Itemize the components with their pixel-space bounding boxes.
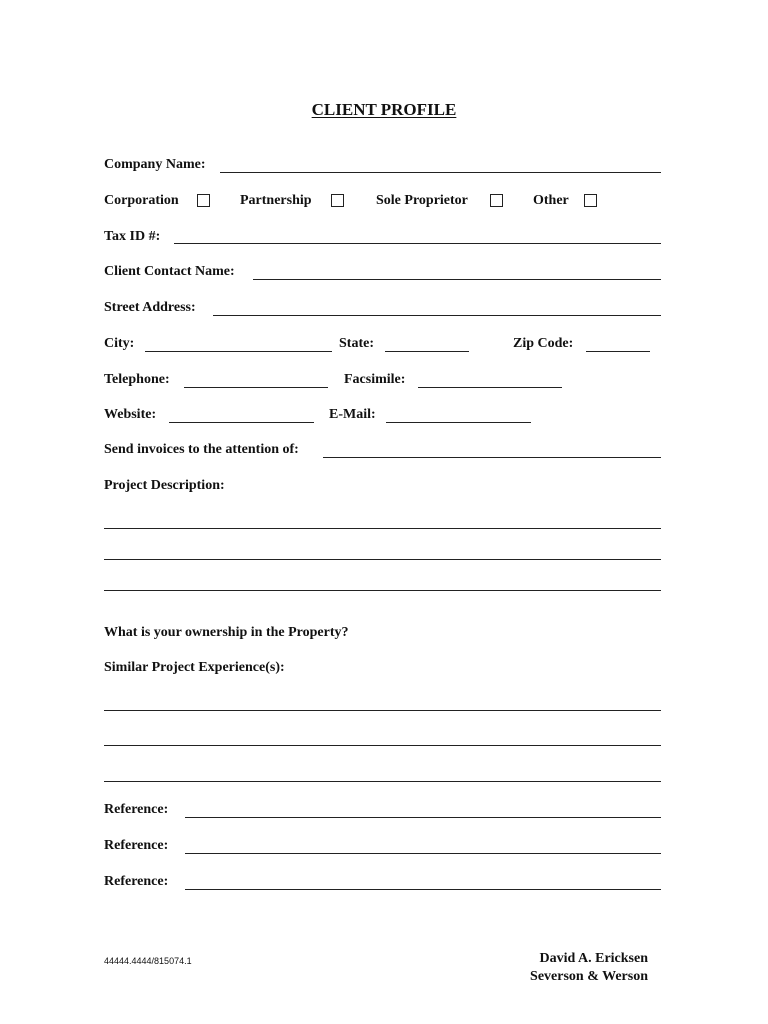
- company-name-field[interactable]: [220, 172, 661, 173]
- zip-code-label: Zip Code:: [513, 336, 574, 351]
- project-description-line[interactable]: [104, 590, 661, 591]
- other-label: Other: [533, 193, 569, 208]
- company-name-label: Company Name:: [104, 157, 206, 172]
- city-label: City:: [104, 336, 135, 351]
- email-field[interactable]: [386, 422, 531, 423]
- ownership-question: What is your ownership in the Property?: [104, 625, 349, 640]
- reference-label: Reference:: [104, 802, 169, 817]
- tax-id-field[interactable]: [174, 243, 661, 244]
- partnership-label: Partnership: [240, 193, 312, 208]
- invoices-attention-field[interactable]: [323, 457, 661, 458]
- city-field[interactable]: [145, 351, 332, 352]
- invoices-attention-label: Send invoices to the attention of:: [104, 442, 299, 457]
- street-address-field[interactable]: [213, 315, 661, 316]
- similar-experience-line[interactable]: [104, 781, 661, 782]
- reference-label: Reference:: [104, 874, 169, 889]
- facsimile-label: Facsimile:: [344, 372, 406, 387]
- sole-proprietor-label: Sole Proprietor: [376, 193, 468, 208]
- corporation-label: Corporation: [104, 193, 179, 208]
- other-checkbox[interactable]: [584, 194, 597, 207]
- corporation-checkbox[interactable]: [197, 194, 210, 207]
- reference-field[interactable]: [185, 817, 661, 818]
- similar-experience-line[interactable]: [104, 710, 661, 711]
- telephone-label: Telephone:: [104, 372, 170, 387]
- partnership-checkbox[interactable]: [331, 194, 344, 207]
- tax-id-label: Tax ID #:: [104, 229, 161, 244]
- similar-experience-line[interactable]: [104, 745, 661, 746]
- street-address-label: Street Address:: [104, 300, 196, 315]
- reference-label: Reference:: [104, 838, 169, 853]
- sole-proprietor-checkbox[interactable]: [490, 194, 503, 207]
- project-description-line[interactable]: [104, 528, 661, 529]
- state-field[interactable]: [385, 351, 469, 352]
- project-description-line[interactable]: [104, 559, 661, 560]
- reference-field[interactable]: [185, 889, 661, 890]
- website-label: Website:: [104, 407, 157, 422]
- website-field[interactable]: [169, 422, 314, 423]
- telephone-field[interactable]: [184, 387, 328, 388]
- zip-code-field[interactable]: [586, 351, 650, 352]
- signer-name: David A. Ericksen: [539, 951, 648, 966]
- client-contact-field[interactable]: [253, 279, 661, 280]
- facsimile-field[interactable]: [418, 387, 562, 388]
- page-title: CLIENT PROFILE: [311, 100, 457, 119]
- state-label: State:: [339, 336, 374, 351]
- document-id: 44444.4444/815074.1: [104, 956, 192, 966]
- email-label: E-Mail:: [329, 407, 376, 422]
- signer-firm: Severson & Werson: [530, 969, 648, 984]
- reference-field[interactable]: [185, 853, 661, 854]
- project-description-label: Project Description:: [104, 478, 225, 493]
- client-contact-label: Client Contact Name:: [104, 264, 235, 279]
- similar-experience-label: Similar Project Experience(s):: [104, 660, 285, 675]
